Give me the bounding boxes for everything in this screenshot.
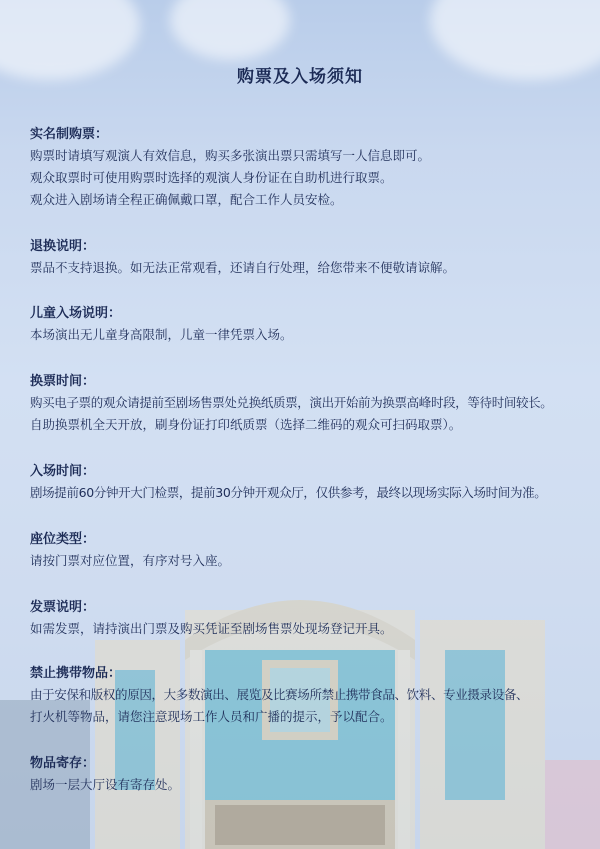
section-heading: 座位类型： [30, 532, 96, 547]
section-line: 购买电子票的观众请提前至剧场售票处兑换纸质票，演出开始前为换票高峰时段，等待时间较长。 [30, 395, 553, 410]
section-line: 打火机等物品，请您注意现场工作人员和广播的提示，予以配合。 [30, 709, 393, 724]
section-line: 本场演出无儿童身高限制，儿童一律凭票入场。 [30, 327, 293, 342]
section-heading: 换票时间： [30, 374, 96, 389]
page-title: 购票及入场须知 [237, 67, 363, 87]
section-line: 由于安保和版权的原因，大多数演出、展览及比赛场所禁止携带食品、饮料、专业摄录设备、 [30, 687, 529, 702]
section-heading: 实名制购票： [30, 127, 109, 142]
section-line: 购票时请填写观演人有效信息，购买多张演出票只需填写一人信息即可。 [30, 148, 431, 163]
section-seat-type [30, 530, 590, 572]
section-line: 请按门票对应位置，有序对号入座。 [30, 553, 231, 568]
section-storage [30, 754, 590, 796]
section-refund-policy [30, 237, 590, 279]
section-heading: 入场时间： [30, 464, 96, 479]
section-line: 剧场提前60分钟开大门检票，提前30分钟开观众厅，仅供参考，最终以现场实际入场时间为准。 [30, 485, 547, 500]
section-heading: 退换说明： [30, 239, 96, 254]
section-heading: 禁止携带物品： [30, 666, 122, 681]
section-prohibited-items [30, 664, 590, 728]
section-line: 票品不支持退换。如无法正常观看，还请自行处理，给您带来不便敬请谅解。 [30, 260, 456, 275]
section-line: 剧场一层大厅设有寄存处。 [30, 777, 181, 792]
section-children-entry [30, 304, 590, 346]
section-heading: 儿童入场说明： [30, 306, 122, 321]
section-invoice [30, 598, 590, 640]
section-line: 观众取票时可使用购票时选择的观演人身份证在自助机进行取票。 [30, 170, 393, 185]
section-line: 观众进入剧场请全程正确佩戴口罩，配合工作人员安检。 [30, 192, 343, 207]
section-real-name-ticketing [30, 125, 590, 211]
section-line: 如需发票，请持演出门票及购买凭证至剧场售票处现场登记开具。 [30, 621, 393, 636]
section-line: 自助换票机全天开放，刷身份证打印纸质票（选择二维码的观众可扫码取票）。 [30, 417, 462, 432]
section-heading: 发票说明： [30, 600, 96, 615]
section-heading: 物品寄存： [30, 756, 96, 771]
section-entry-time [30, 462, 590, 504]
section-ticket-exchange [30, 372, 590, 436]
